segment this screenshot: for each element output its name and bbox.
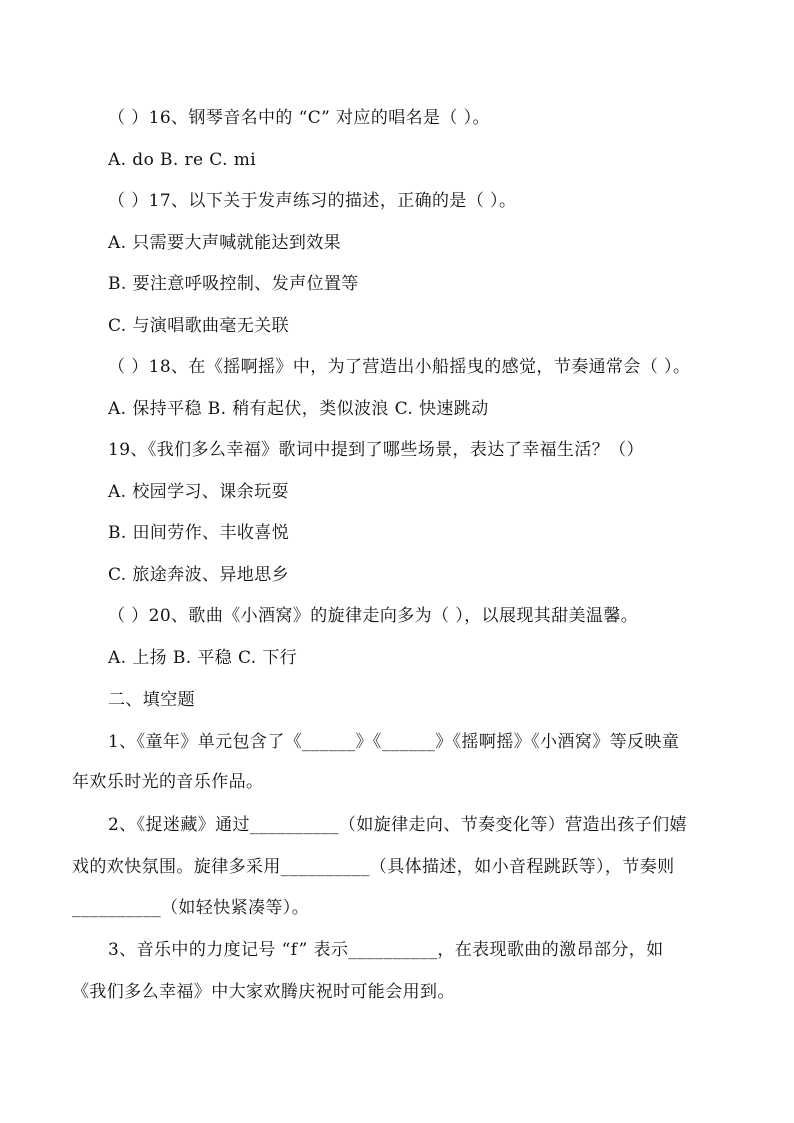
fill-blank-1-line-1: 1、《童年》单元包含了《______》《______》《摇啊摇》《小酒窝》等反映童: [108, 732, 680, 752]
fill-blank-2-line-2: 戏的欢快氛围。旋律多采用__________（具体描述，如小音程跳跃等），节奏则: [72, 857, 675, 877]
question-17-stem: （ ）17、以下关于发声练习的描述，正确的是（ ）。: [108, 191, 517, 211]
section-title: 二、填空题: [108, 690, 195, 710]
fill-blank-3-line-1: 3、音乐中的力度记号 “f” 表示__________，在表现歌曲的激昂部分，如: [108, 940, 664, 960]
question-16-stem: （ ）16、钢琴音名中的 “C” 对应的唱名是（ ）。: [108, 108, 490, 128]
fill-blank-2-line-3: __________（如轻快紧凑等）。: [72, 898, 310, 918]
question-19-option-c: C. 旅途奔波、异地思乡: [108, 565, 290, 585]
question-17-option-a: A. 只需要大声喊就能达到效果: [108, 233, 342, 253]
question-18-stem: （ ）18、在《摇啊摇》中，为了营造出小船摇曳的感觉，节奏通常会（ ）。: [108, 357, 691, 377]
question-19-option-b: B. 田间劳作、丰收喜悦: [108, 523, 290, 543]
fill-blank-2-line-1: 2、《捉迷藏》通过__________（如旋律走向、节奏变化等）营造出孩子们嬉: [108, 815, 687, 835]
question-17-option-c: C. 与演唱歌曲毫无关联: [108, 316, 290, 336]
question-20-stem: （ ）20、歌曲《小酒窝》的旋律走向多为（ ），以展现其甜美温馨。: [108, 606, 639, 626]
question-19-option-a: A. 校园学习、课余玩耍: [108, 482, 289, 502]
question-18-options: A. 保持平稳 B. 稍有起伏，类似波浪 C. 快速跳动: [108, 399, 489, 419]
question-20-options: A. 上扬 B. 平稳 C. 下行: [108, 648, 298, 668]
question-19-stem: 19、《我们多么幸福》歌词中提到了哪些场景，表达了幸福生活？（）: [108, 440, 644, 460]
fill-blank-3-line-2: 《我们多么幸福》中大家欢腾庆祝时可能会用到。: [72, 982, 455, 1002]
question-17-option-b: B. 要注意呼吸控制、发声位置等: [108, 274, 359, 294]
question-16-options: A. do B. re C. mi: [108, 150, 257, 170]
fill-blank-1-line-2: 年欢乐时光的音乐作品。: [72, 772, 264, 792]
